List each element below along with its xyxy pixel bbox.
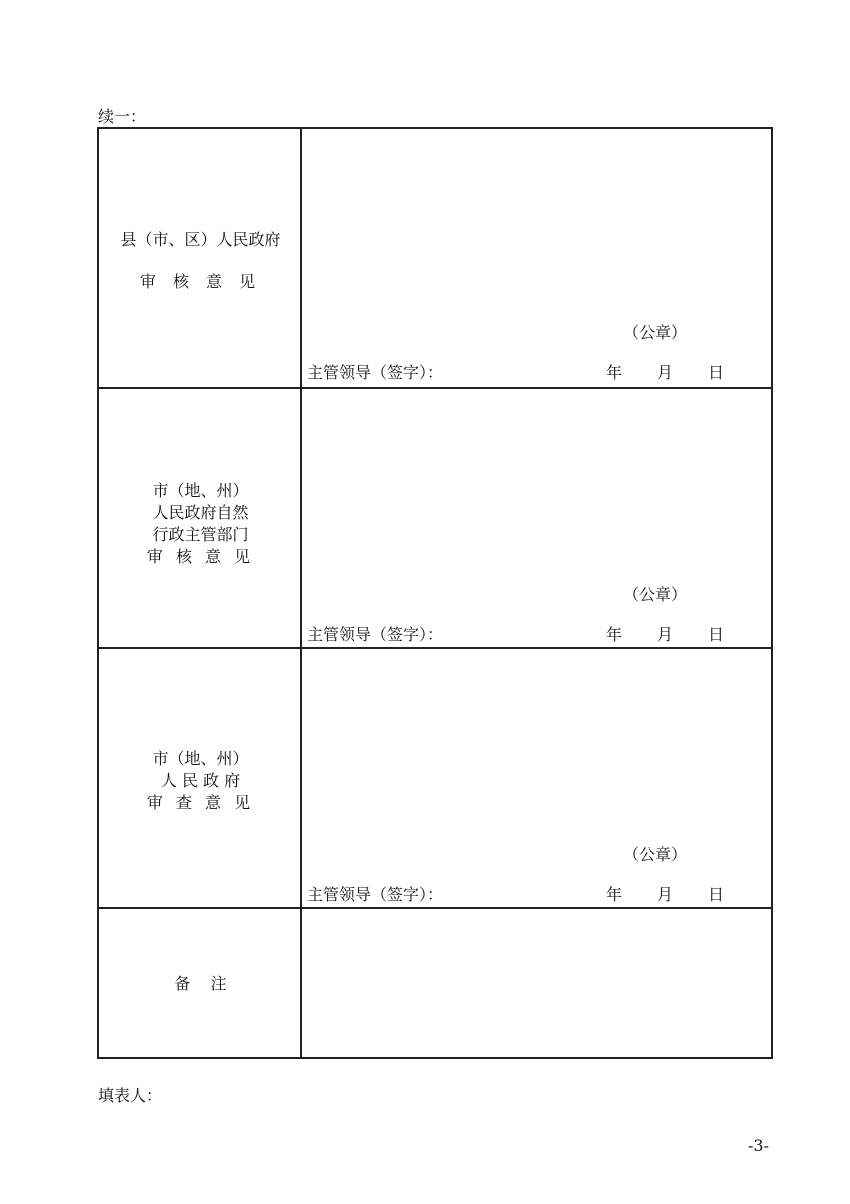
row-label-cell bbox=[99, 129, 302, 389]
row-label-line: 审 核 意 见 bbox=[146, 547, 255, 566]
page-number: -3- bbox=[748, 1136, 769, 1155]
year-label: 年 bbox=[606, 363, 623, 382]
row-label-line: 市（地、州） bbox=[152, 749, 249, 768]
row-label-line: 审 核 意 见 bbox=[139, 272, 262, 291]
opinion-area[interactable] bbox=[302, 389, 771, 649]
city-government-review-row bbox=[99, 647, 771, 909]
row-label-cell bbox=[99, 909, 302, 1057]
leader-signature-label: 主管领导（签字）： bbox=[307, 885, 444, 904]
month-label: 月 bbox=[657, 885, 674, 904]
day-label: 日 bbox=[708, 625, 725, 644]
row-label-line: 行政主管部门 bbox=[152, 525, 249, 544]
county-government-review-row bbox=[99, 129, 771, 389]
row-label-line: 市（地、州） bbox=[152, 481, 249, 500]
remarks-area[interactable] bbox=[302, 909, 771, 1057]
official-seal-label: （公章） bbox=[623, 585, 688, 604]
remarks-label: 备 注 bbox=[174, 974, 227, 993]
year-label: 年 bbox=[606, 885, 623, 904]
city-natural-resources-review-row bbox=[99, 387, 771, 649]
official-seal-label: （公章） bbox=[623, 845, 688, 864]
form-filler-label: 填表人： bbox=[98, 1086, 163, 1105]
row-label-line: 人民政府自然 bbox=[152, 503, 249, 522]
leader-signature-label: 主管领导（签字）： bbox=[307, 363, 444, 382]
row-label-cell bbox=[99, 649, 302, 909]
row-label-line: 县（市、区）人民政府 bbox=[120, 230, 281, 249]
day-label: 日 bbox=[708, 885, 725, 904]
year-label: 年 bbox=[606, 625, 623, 644]
approval-form-table bbox=[97, 127, 773, 1059]
month-label: 月 bbox=[657, 625, 674, 644]
official-seal-label: （公章） bbox=[623, 323, 688, 342]
row-label-cell bbox=[99, 389, 302, 649]
opinion-area[interactable] bbox=[302, 129, 771, 389]
month-label: 月 bbox=[657, 363, 674, 382]
row-label-line: 人 民 政 府 bbox=[160, 771, 241, 790]
opinion-area[interactable] bbox=[302, 649, 771, 909]
row-label-line: 审 查 意 见 bbox=[146, 793, 255, 812]
leader-signature-label: 主管领导（签字）： bbox=[307, 625, 444, 644]
continued-label: 续一： bbox=[98, 107, 147, 126]
remarks-row bbox=[99, 907, 771, 1057]
day-label: 日 bbox=[708, 363, 725, 382]
